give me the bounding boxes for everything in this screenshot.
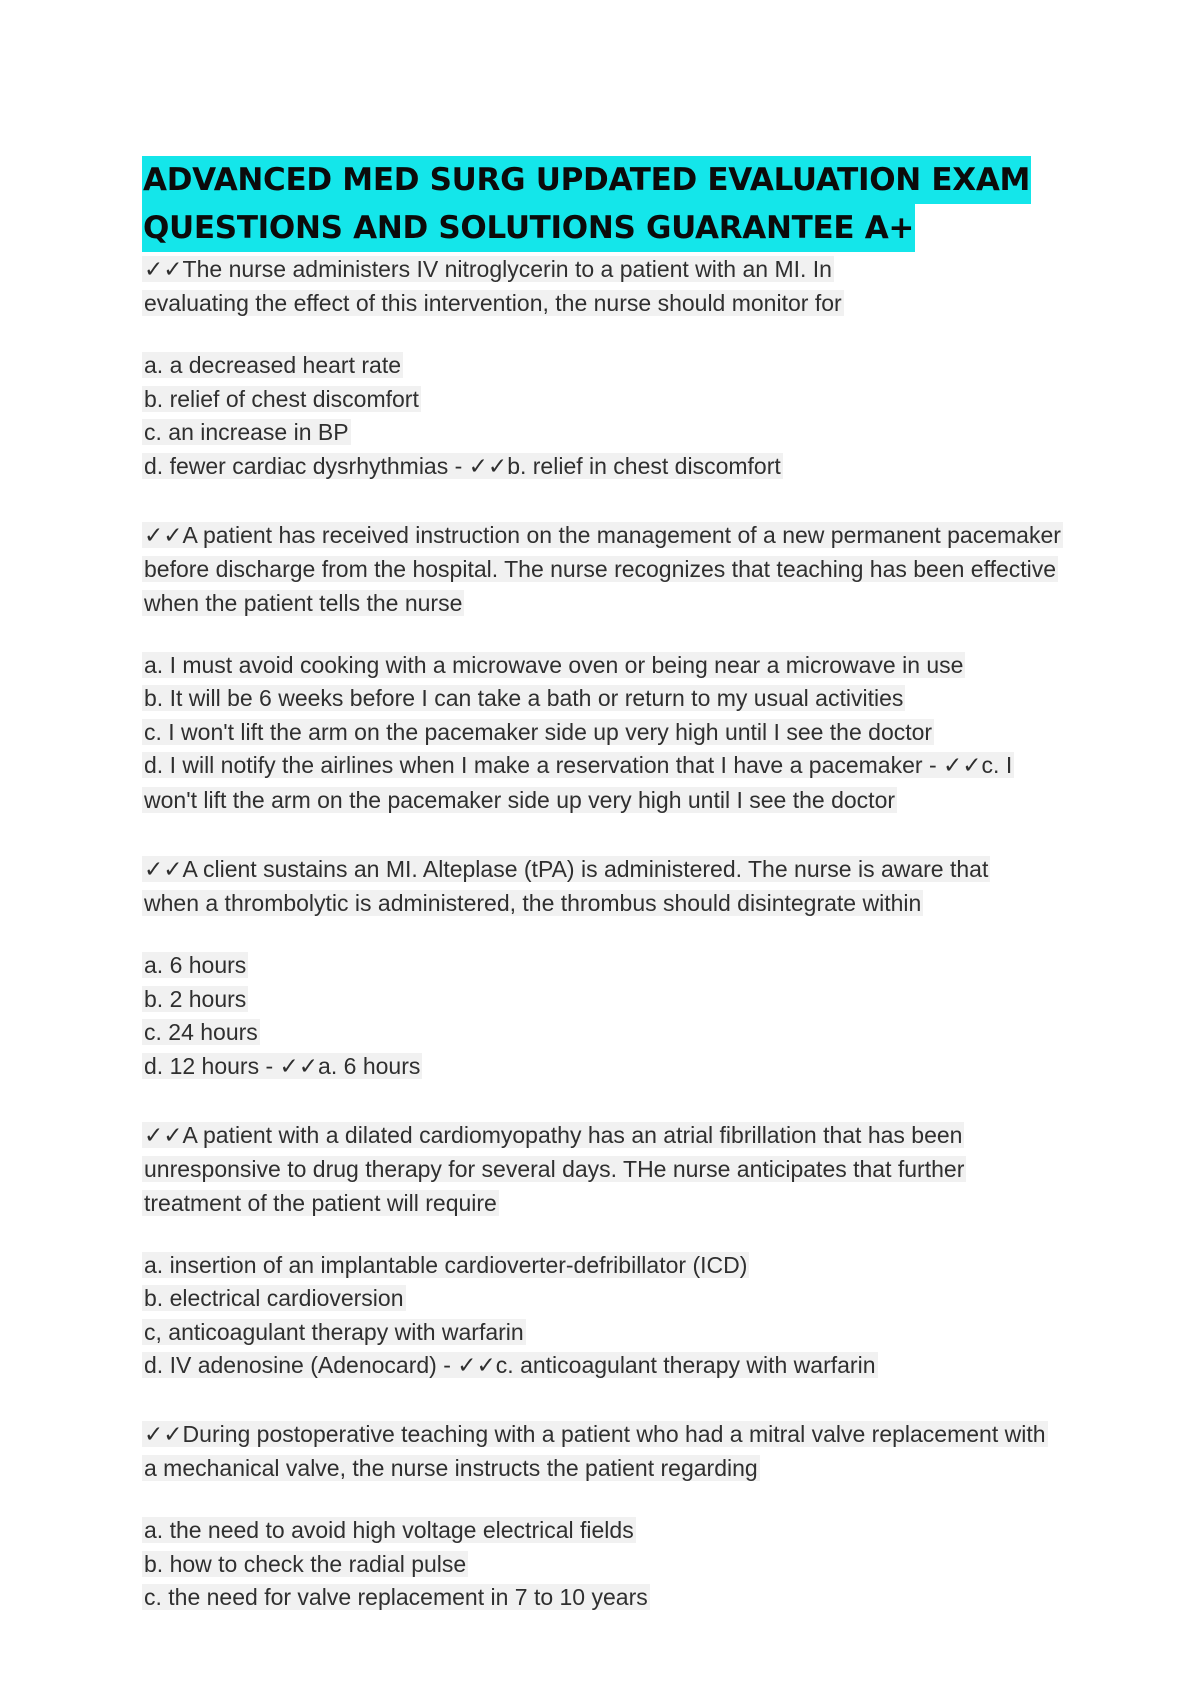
question-prompt: ✓✓A patient with a dilated cardiomyopathy has an atrial fibrillation that has been unresponsive to drug therapy for several days. THe nurse anticipates that further treatment of the patient will require [144,1121,965,1216]
answer-options [142,1250,1072,1386]
title-line-1: ADVANCED MED SURG UPDATED EVALUATION EXAM [142,156,1031,204]
answer-option: b. It will be 6 weeks before I can take a bath or return to my usual activities [144,685,904,711]
question-2 [142,520,1072,821]
answer-option: a. I must avoid cooking with a microwave oven or being near a microwave in use [144,651,964,678]
answer-option: b. how to check the radial pulse [144,1550,467,1577]
question-prompt: ✓✓A patient has received instruction on the management of a new permanent pacemaker before discharge from the hospital. The nurse recognizes that teaching has been effective when the patient tells the nurse [144,521,1061,616]
document-title [142,156,1072,252]
answer-option: a. the need to avoid high voltage electrical fields [144,1517,634,1543]
question-1 [142,254,1072,486]
answer-option-with-solution: d. 12 hours - ✓✓a. 6 hours [144,1052,421,1079]
answer-option: a. 6 hours [144,952,247,978]
answer-option-with-solution: d. I will notify the airlines when I make a reservation that I have a pacemaker - ✓✓c. I won't lift the arm on the pacemaker side up very high until I see the doctor [144,752,1013,813]
answer-options [142,1515,1072,1616]
question-prompt: ✓✓The nurse administers IV nitroglycerin to a patient with an MI. In evaluating the effect of this intervention, the nurse should monitor for [144,256,842,316]
question-4 [142,1120,1072,1386]
answer-option: a. insertion of an implantable cardioverter-defribillator (ICD) [144,1251,748,1278]
answer-option-with-solution: d. IV adenosine (Adenocard) - ✓✓c. anticoagulant therapy with warfarin [144,1352,876,1378]
document-content [142,156,1072,1650]
answer-option: b. 2 hours [144,985,247,1012]
answer-option: c. 24 hours [144,1019,258,1045]
answer-option: a. a decreased heart rate [144,352,401,378]
answer-option: b. electrical cardioversion [144,1285,404,1311]
title-line-2: QUESTIONS AND SOLUTIONS GUARANTEE A+ [142,204,915,252]
question-prompt: ✓✓During postoperative teaching with a patient who had a mitral valve replacement with a mechanical valve, the nurse instructs the patient regarding [144,1421,1046,1481]
answer-options [142,650,1072,821]
answer-options [142,350,1072,486]
answer-option-with-solution: d. fewer cardiac dysrhythmias - ✓✓b. relief in chest discomfort [144,452,781,479]
answer-option: c. an increase in BP [144,419,349,445]
question-prompt: ✓✓A client sustains an MI. Alteplase (tPA) is administered. The nurse is aware that when a thrombolytic is administered, the thrombus should disintegrate within [144,856,989,916]
answer-option: c, anticoagulant therapy with warfarin [144,1318,524,1345]
answer-option: c. I won't lift the arm on the pacemaker side up very high until I see the doctor [144,718,933,745]
answer-option: b. relief of chest discomfort [144,385,419,412]
question-5 [142,1419,1072,1616]
answer-option: c. the need for valve replacement in 7 to 10 years [144,1584,648,1610]
answer-options [142,950,1072,1086]
question-3 [142,854,1072,1086]
